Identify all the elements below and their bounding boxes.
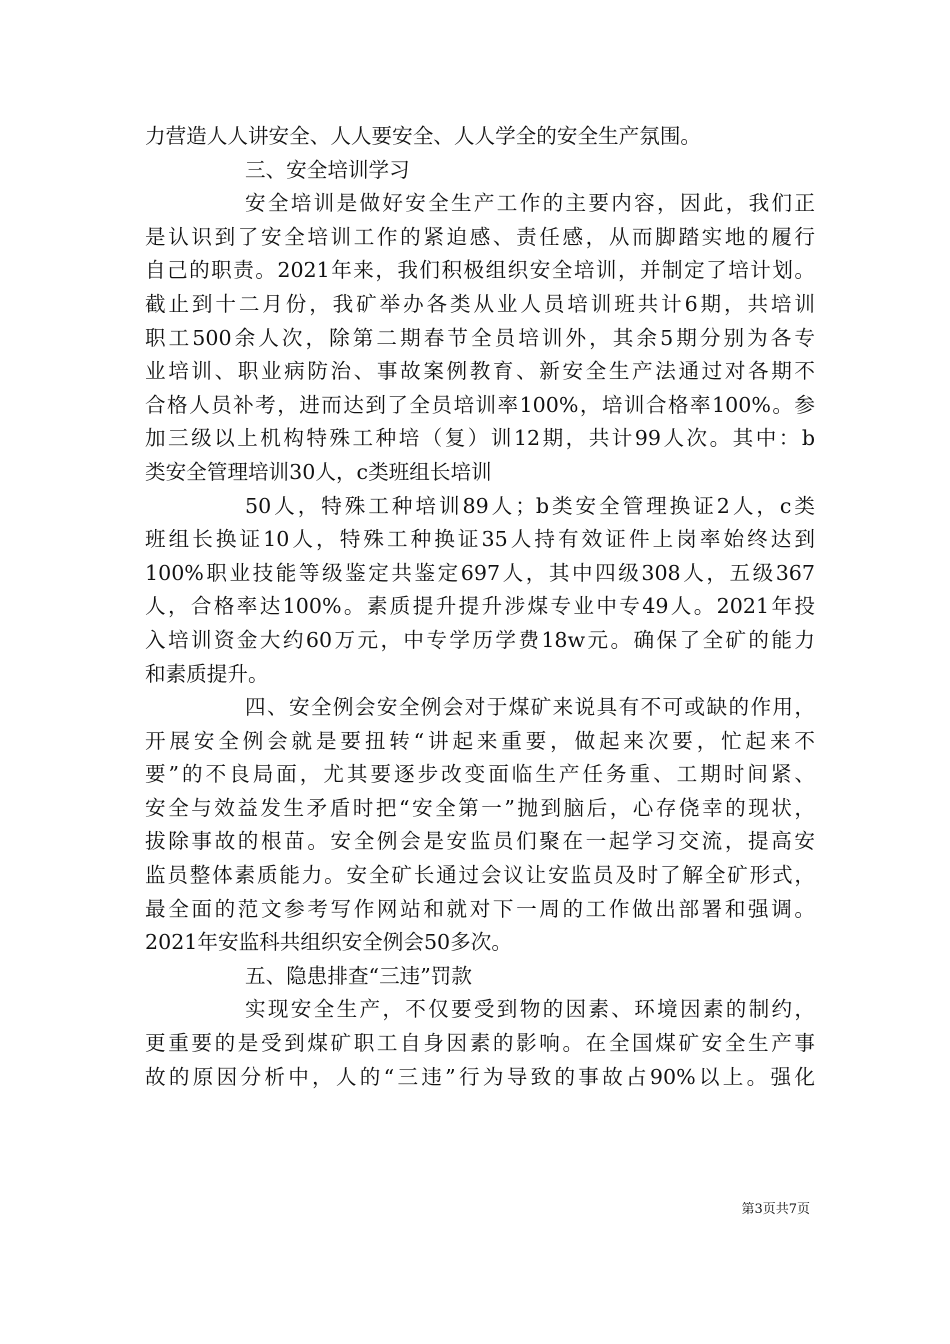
text-line: 人，合格率达100%。素质提升提升涉煤专业中专49人。2021年投 [145,594,815,619]
text-line: 拔除事故的根苗。安全例会是安监员们聚在一起学习交流，提高安 [145,829,815,854]
text-line: 入培训资金大约60万元，中专学历学费18w元。确保了全矿的能力 [145,627,815,652]
text-line: 自己的职责。2021年来，我们积极组织安全培训，并制定了培计划。 [145,258,815,283]
text-line: 更重要的是受到煤矿职工自身因素的影响。在全国煤矿安全生产事 [145,1031,815,1056]
text-line: 四、安全例会安全例会对于煤矿来说具有不可或缺的作用， [245,695,815,720]
text-line: 三、安全培训学习 [245,157,410,182]
text-line: 类安全管理培训30人，c类班组长培训 [145,459,492,484]
text-line: 安全培训是做好安全生产工作的主要内容，因此，我们正 [245,191,815,216]
text-line: 职工500余人次，除第二期春节全员培训外，其余5期分别为各专 [145,325,815,350]
page-number: 第3页共7页 [741,1202,810,1217]
text-line: 实现安全生产，不仅要受到物的因素、环境因素的制约， [245,997,815,1022]
text-line: 开展安全例会就是要扭转“讲起来重要，做起来次要，忙起来不 [145,728,815,753]
text-line: 100%职业技能等级鉴定共鉴定697人，其中四级308人，五级367 [145,560,815,585]
text-line: 加三级以上机构特殊工种培（复）训12期，共计99人次。其中：b [145,426,815,451]
text-line: 2021年安监科共组织安全例会50多次。 [145,930,512,955]
text-line: 故的原因分析中，人的“三违”行为导致的事故占90%以上。强化 [145,1064,815,1089]
text-line: 安全与效益发生矛盾时把“安全第一”抛到脑后，心存侥幸的现状， [145,795,815,820]
text-line: 和素质提升。 [145,661,269,686]
text-line: 五、隐患排查“三违”罚款 [245,963,472,988]
text-line: 50人，特殊工种培训89人；b类安全管理换证2人，c类 [245,493,815,518]
text-line: 合格人员补考，进而达到了全员培训率100%，培训合格率100%。参 [145,392,815,417]
document-body [145,120,815,1094]
text-line: 要”的不良局面，尤其要逐步改变面临生产任务重、工期时间紧、 [145,762,815,787]
text-line: 最全面的范文参考写作网站和就对下一周的工作做出部署和强调。 [145,896,815,921]
text-line: 力营造人人讲安全、人人要安全、人人学全的安全生产氛围。 [145,124,702,148]
text-line: 截止到十二月份，我矿举办各类从业人员培训班共计6期，共培训 [145,291,815,316]
text-line: 监员整体素质能力。安全矿长通过会议让安监员及时了解全矿形式， [145,863,815,888]
text-line: 是认识到了安全培训工作的紧迫感、责任感，从而脚踏实地的履行 [145,224,815,249]
text-line: 班组长换证10人，特殊工种换证35人持有效证件上岗率始终达到 [145,527,815,552]
text-line: 业培训、职业病防治、事故案例教育、新安全生产法通过对各期不 [145,359,815,384]
